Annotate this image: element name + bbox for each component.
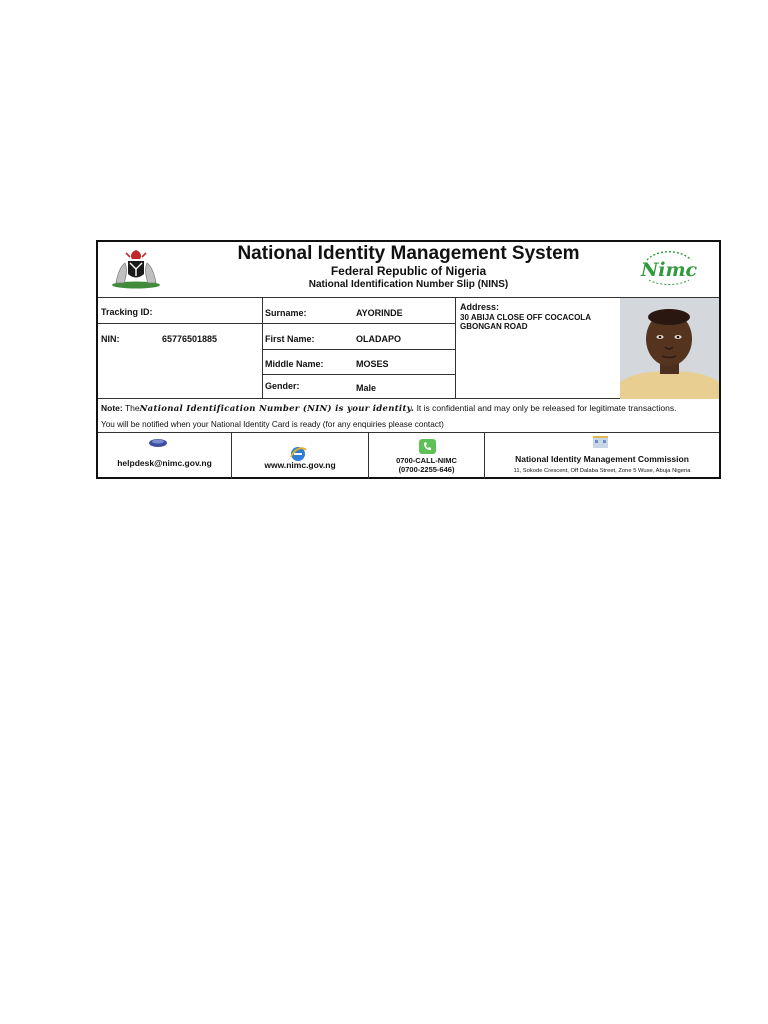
- address-line-2: GBONGAN ROAD: [460, 322, 528, 331]
- note-prefix: Note:: [101, 403, 123, 413]
- footer-commission: [485, 433, 719, 479]
- first-name-value: OLADAPO: [356, 334, 401, 344]
- holder-photo: [620, 298, 719, 399]
- country-subtitle: Federal Republic of Nigeria: [330, 264, 487, 278]
- first-name-label: First Name:: [265, 334, 315, 344]
- address-label: Address:: [460, 302, 500, 312]
- gender-value: Male: [356, 383, 377, 393]
- footer-phone: [369, 433, 485, 479]
- note-rest: It is confidential and may only be released for legitimate transactions.: [414, 403, 677, 413]
- page-title: National Identity Management System: [237, 243, 580, 264]
- middle-name-value: MOSES: [356, 359, 389, 369]
- nimc-logo-text: Nimc: [640, 259, 698, 281]
- nimc-logo: [637, 250, 701, 286]
- commission-name: National Identity Management Commission: [515, 454, 689, 464]
- tracking-id-label: Tracking ID:: [101, 307, 153, 317]
- building-icon: [593, 436, 608, 448]
- commission-address: 11, Sokode Crescent, Off Dalaba Street, Zone 5 Wuse, Abuja Nigeria: [513, 468, 691, 474]
- identity-note: [101, 403, 676, 414]
- phone-line-2: (0700-2255-646): [398, 465, 455, 474]
- email-icon: [148, 438, 168, 448]
- note-emphasis: National Identification Number (NIN) is your identity.: [139, 404, 415, 414]
- footer-website: [232, 433, 369, 479]
- nin-value: 65776501885: [162, 334, 218, 344]
- middle-name-label: Middle Name:: [265, 359, 324, 369]
- phone-line-1[interactable]: 0700-CALL-NIMC: [396, 456, 457, 465]
- address-line-1: 30 ABIJA CLOSE OFF COCACOLA: [460, 313, 591, 322]
- note-lead: The: [124, 403, 140, 413]
- notify-text: You will be notified when your National Identity Card is ready (for any enquiries please contact): [101, 420, 444, 429]
- surname-label: Surname:: [265, 308, 307, 318]
- slip-header: [98, 242, 719, 298]
- surname-value: AYORINDE: [356, 308, 403, 318]
- nin-label: NIN:: [101, 334, 120, 344]
- footer-email: [98, 433, 232, 479]
- slip-name: National Identification Number Slip (NINS): [308, 279, 509, 290]
- website-link[interactable]: www.nimc.gov.ng: [264, 460, 336, 470]
- phone-icon: [419, 439, 436, 454]
- helpdesk-email-link[interactable]: helpdesk@nimc.gov.ng: [117, 458, 212, 468]
- gender-label: Gender:: [265, 381, 300, 391]
- nin-slip: [96, 240, 721, 479]
